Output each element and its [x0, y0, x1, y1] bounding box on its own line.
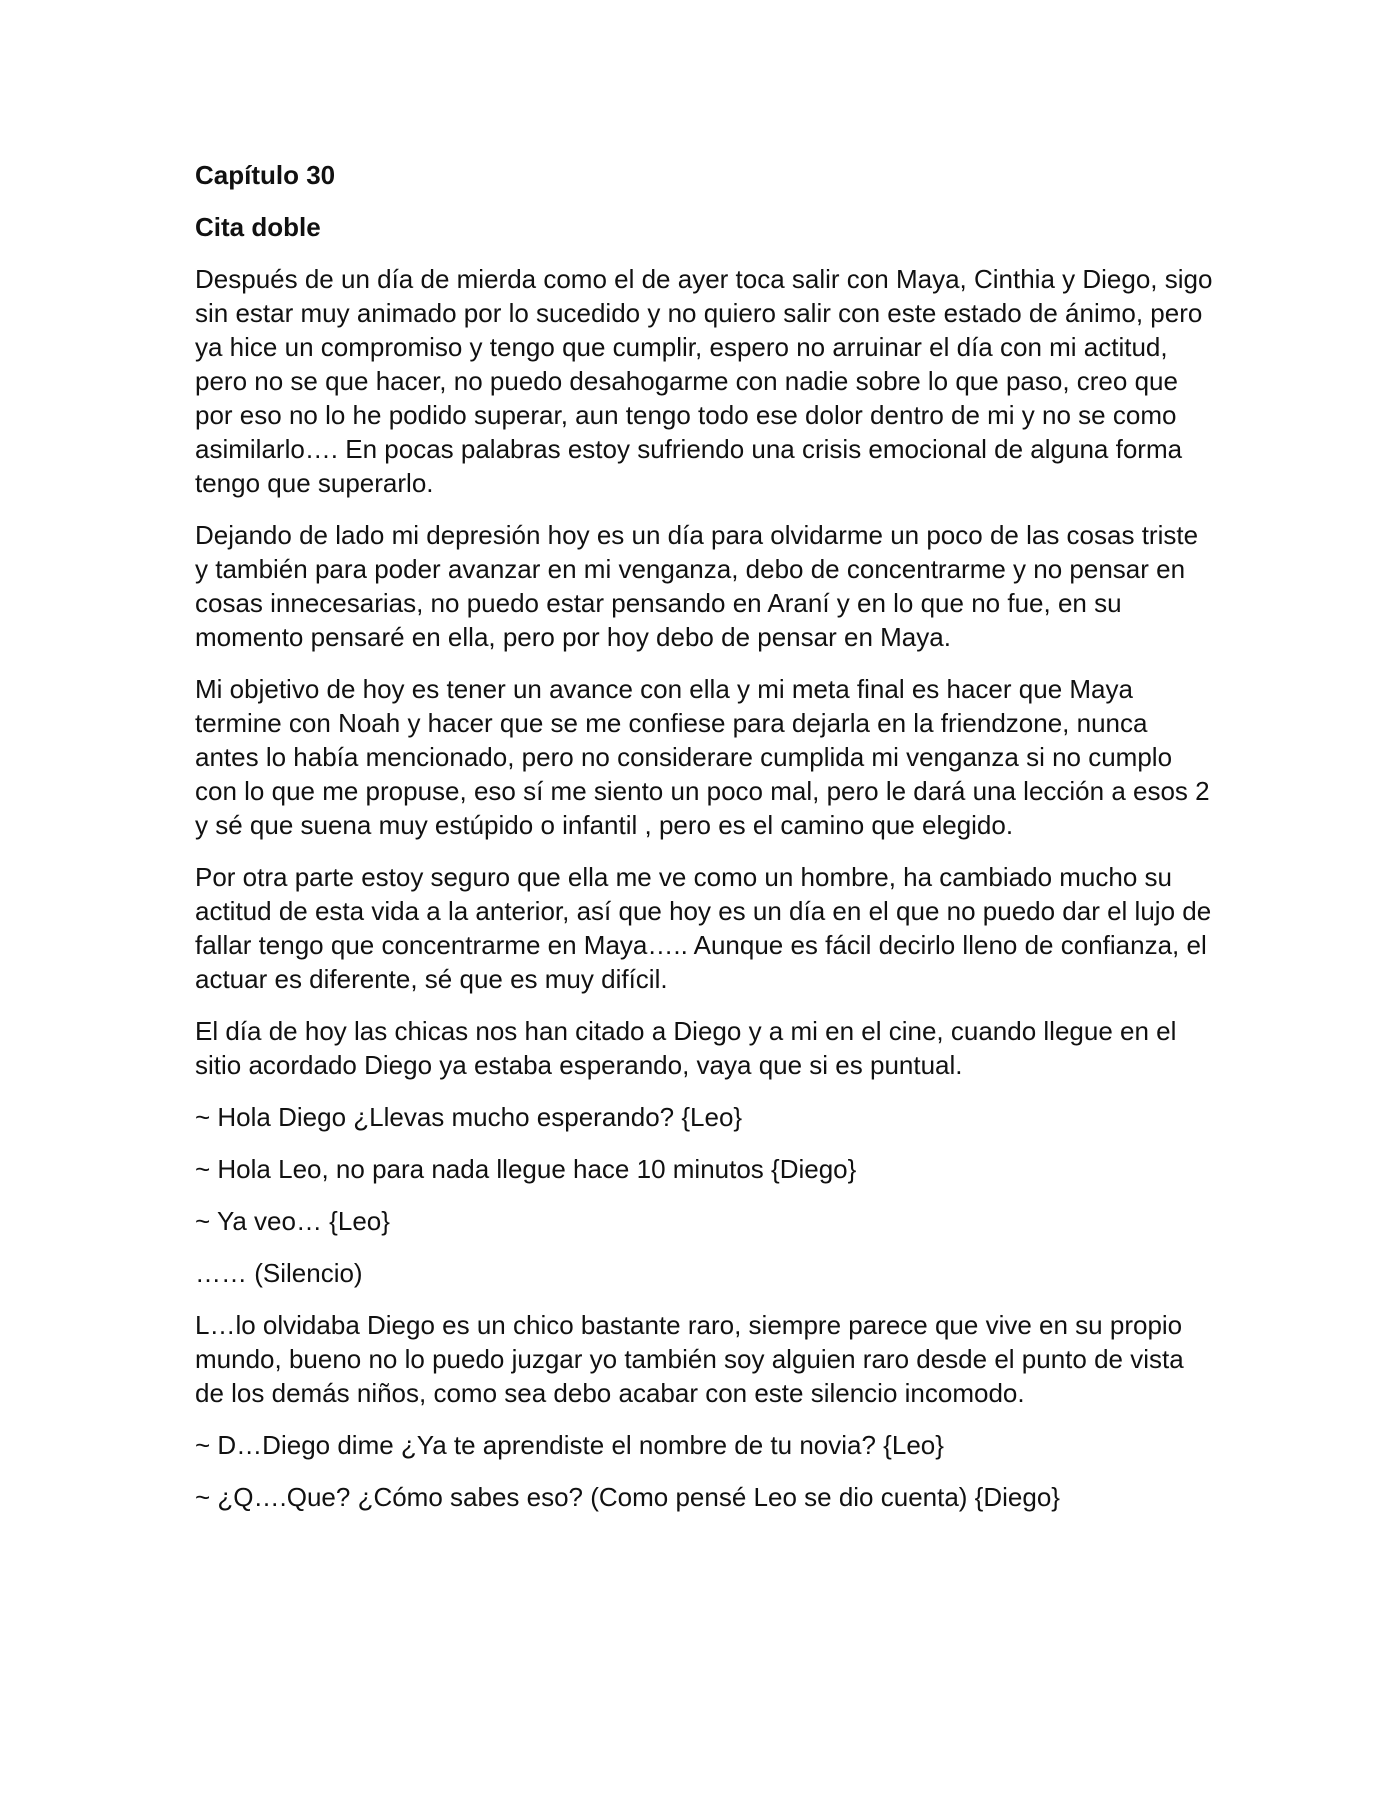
dialogue-line: ~ ¿Q….Que? ¿Cómo sabes eso? (Como pensé Leo se dio cuenta) {Diego}	[195, 1482, 1060, 1512]
paragraph: Por otra parte estoy seguro que ella me ve como un hombre, ha cambiado mucho su actitud de esta vida a la anterior, así que hoy es un día en el que no puedo dar el lujo de fallar tengo que concentrarme en Maya….. Aunque es fácil decirlo lleno de confianza, el actuar es diferente, sé que es muy difícil.	[195, 862, 1212, 994]
dialogue-line: ~ Hola Leo, no para nada llegue hace 10 minutos {Diego}	[195, 1154, 857, 1184]
paragraph: Mi objetivo de hoy es tener un avance con ella y mi meta final es hacer que Maya termine con Noah y hacer que se me confiese para dejarla en la friendzone, nunca antes lo había mencionado, pero no considerare cumplida mi venganza si no cumplo con lo que me propuse, eso sí me siento un poco mal, pero le dará una lección a esos 2 y sé que suena muy estúpido o infantil , pero es el camino que elegido.	[195, 674, 1210, 840]
chapter-title: Cita doble	[195, 212, 321, 242]
paragraph: Dejando de lado mi depresión hoy es un día para olvidarme un poco de las cosas triste y también para poder avanzar en mi venganza, debo de concentrarme y no pensar en cosas innecesarias, no puedo estar pensando en Araní y en lo que no fue, en su momento pensaré en ella, pero por hoy debo de pensar en Maya.	[195, 520, 1199, 652]
paragraph: Después de un día de mierda como el de ayer toca salir con Maya, Cinthia y Diego, sigo sin estar muy animado por lo sucedido y no quiero salir con este estado de ánimo, pero ya hice un compromiso y tengo que cumplir, espero no arruinar el día con mi actitud, pero no se que hacer, no puedo desahogarme con nadie sobre lo que paso, creo que por eso no lo he podido superar, aun tengo todo ese dolor dentro de mi y no se como asimilarlo…. En pocas palabras estoy sufriendo una crisis emocional de alguna forma tengo que superarlo.	[195, 264, 1213, 498]
silence-line: …… (Silencio)	[195, 1258, 363, 1288]
chapter-number: Capítulo 30	[195, 160, 336, 190]
document-body	[195, 158, 1215, 1532]
dialogue-line: ~ Ya veo… {Leo}	[195, 1206, 390, 1236]
paragraph: L…lo olvidaba Diego es un chico bastante raro, siempre parece que vive en su propio mundo, bueno no lo puedo juzgar yo también soy alguien raro desde el punto de vista de los demás niños, como sea debo acabar con este silencio incomodo.	[195, 1310, 1184, 1408]
dialogue-line: ~ Hola Diego ¿Llevas mucho esperando? {Leo}	[195, 1102, 743, 1132]
dialogue-line: ~ D…Diego dime ¿Ya te aprendiste el nombre de tu novia? {Leo}	[195, 1430, 944, 1460]
paragraph: El día de hoy las chicas nos han citado a Diego y a mi en el cine, cuando llegue en el sitio acordado Diego ya estaba esperando, vaya que si es puntual.	[195, 1016, 1177, 1080]
